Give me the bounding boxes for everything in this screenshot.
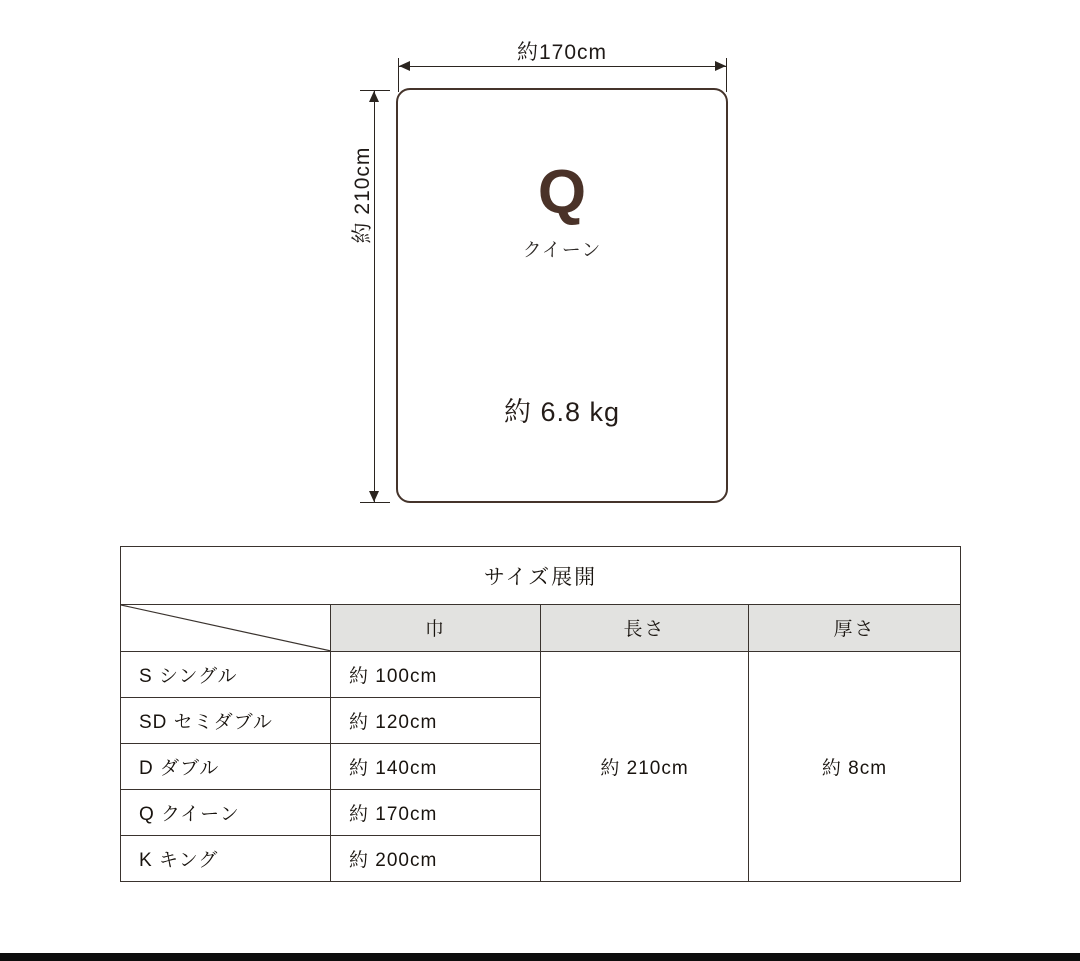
- row-label-queen: Q クイーン: [121, 789, 331, 835]
- row-width-single: 約 100cm: [331, 651, 541, 697]
- width-dimension-label: 約170cm: [516, 41, 608, 64]
- arrow-left-icon: [399, 61, 410, 71]
- diagonal-line-icon: [121, 605, 330, 651]
- arrow-down-icon: [369, 491, 379, 502]
- table-title: サイズ展開: [121, 547, 961, 605]
- row-width-double: 約 140cm: [331, 743, 541, 789]
- row-width-king: 約 200cm: [331, 835, 541, 881]
- length-all-cell: 約 210cm: [541, 651, 749, 881]
- row-label-king: K キング: [121, 835, 331, 881]
- height-dimension-label: 約 210cm: [351, 146, 374, 244]
- height-dimension-line: [374, 90, 375, 502]
- size-table: [120, 546, 961, 882]
- arrow-right-icon: [715, 61, 726, 71]
- width-tick-right: [726, 58, 727, 92]
- table-header-length: 長さ: [541, 605, 749, 652]
- thickness-all-cell: 約 8cm: [749, 651, 961, 881]
- arrow-up-icon: [369, 91, 379, 102]
- row-label-single: S シングル: [121, 651, 331, 697]
- mattress-size-name: クイーン: [522, 240, 602, 261]
- row-label-semidouble: SD セミダブル: [121, 697, 331, 743]
- width-dimension-line: [398, 66, 726, 67]
- row-width-queen: 約 170cm: [331, 789, 541, 835]
- row-width-semidouble: 約 120cm: [331, 697, 541, 743]
- height-tick-bottom: [360, 502, 390, 503]
- row-label-double: D ダブル: [121, 743, 331, 789]
- bottom-edge-band: [0, 953, 1080, 961]
- table-corner-cell: [121, 605, 331, 652]
- mattress-size-letter: Q: [537, 158, 587, 227]
- table-header-row: [121, 605, 961, 652]
- table-header-thickness: 厚さ: [749, 605, 961, 652]
- table-header-width: 巾: [331, 605, 541, 652]
- table-row: [121, 651, 961, 697]
- mattress-shape: [396, 88, 728, 503]
- mattress-weight: 約 6.8 kg: [503, 397, 621, 427]
- table-title-row: [121, 547, 961, 605]
